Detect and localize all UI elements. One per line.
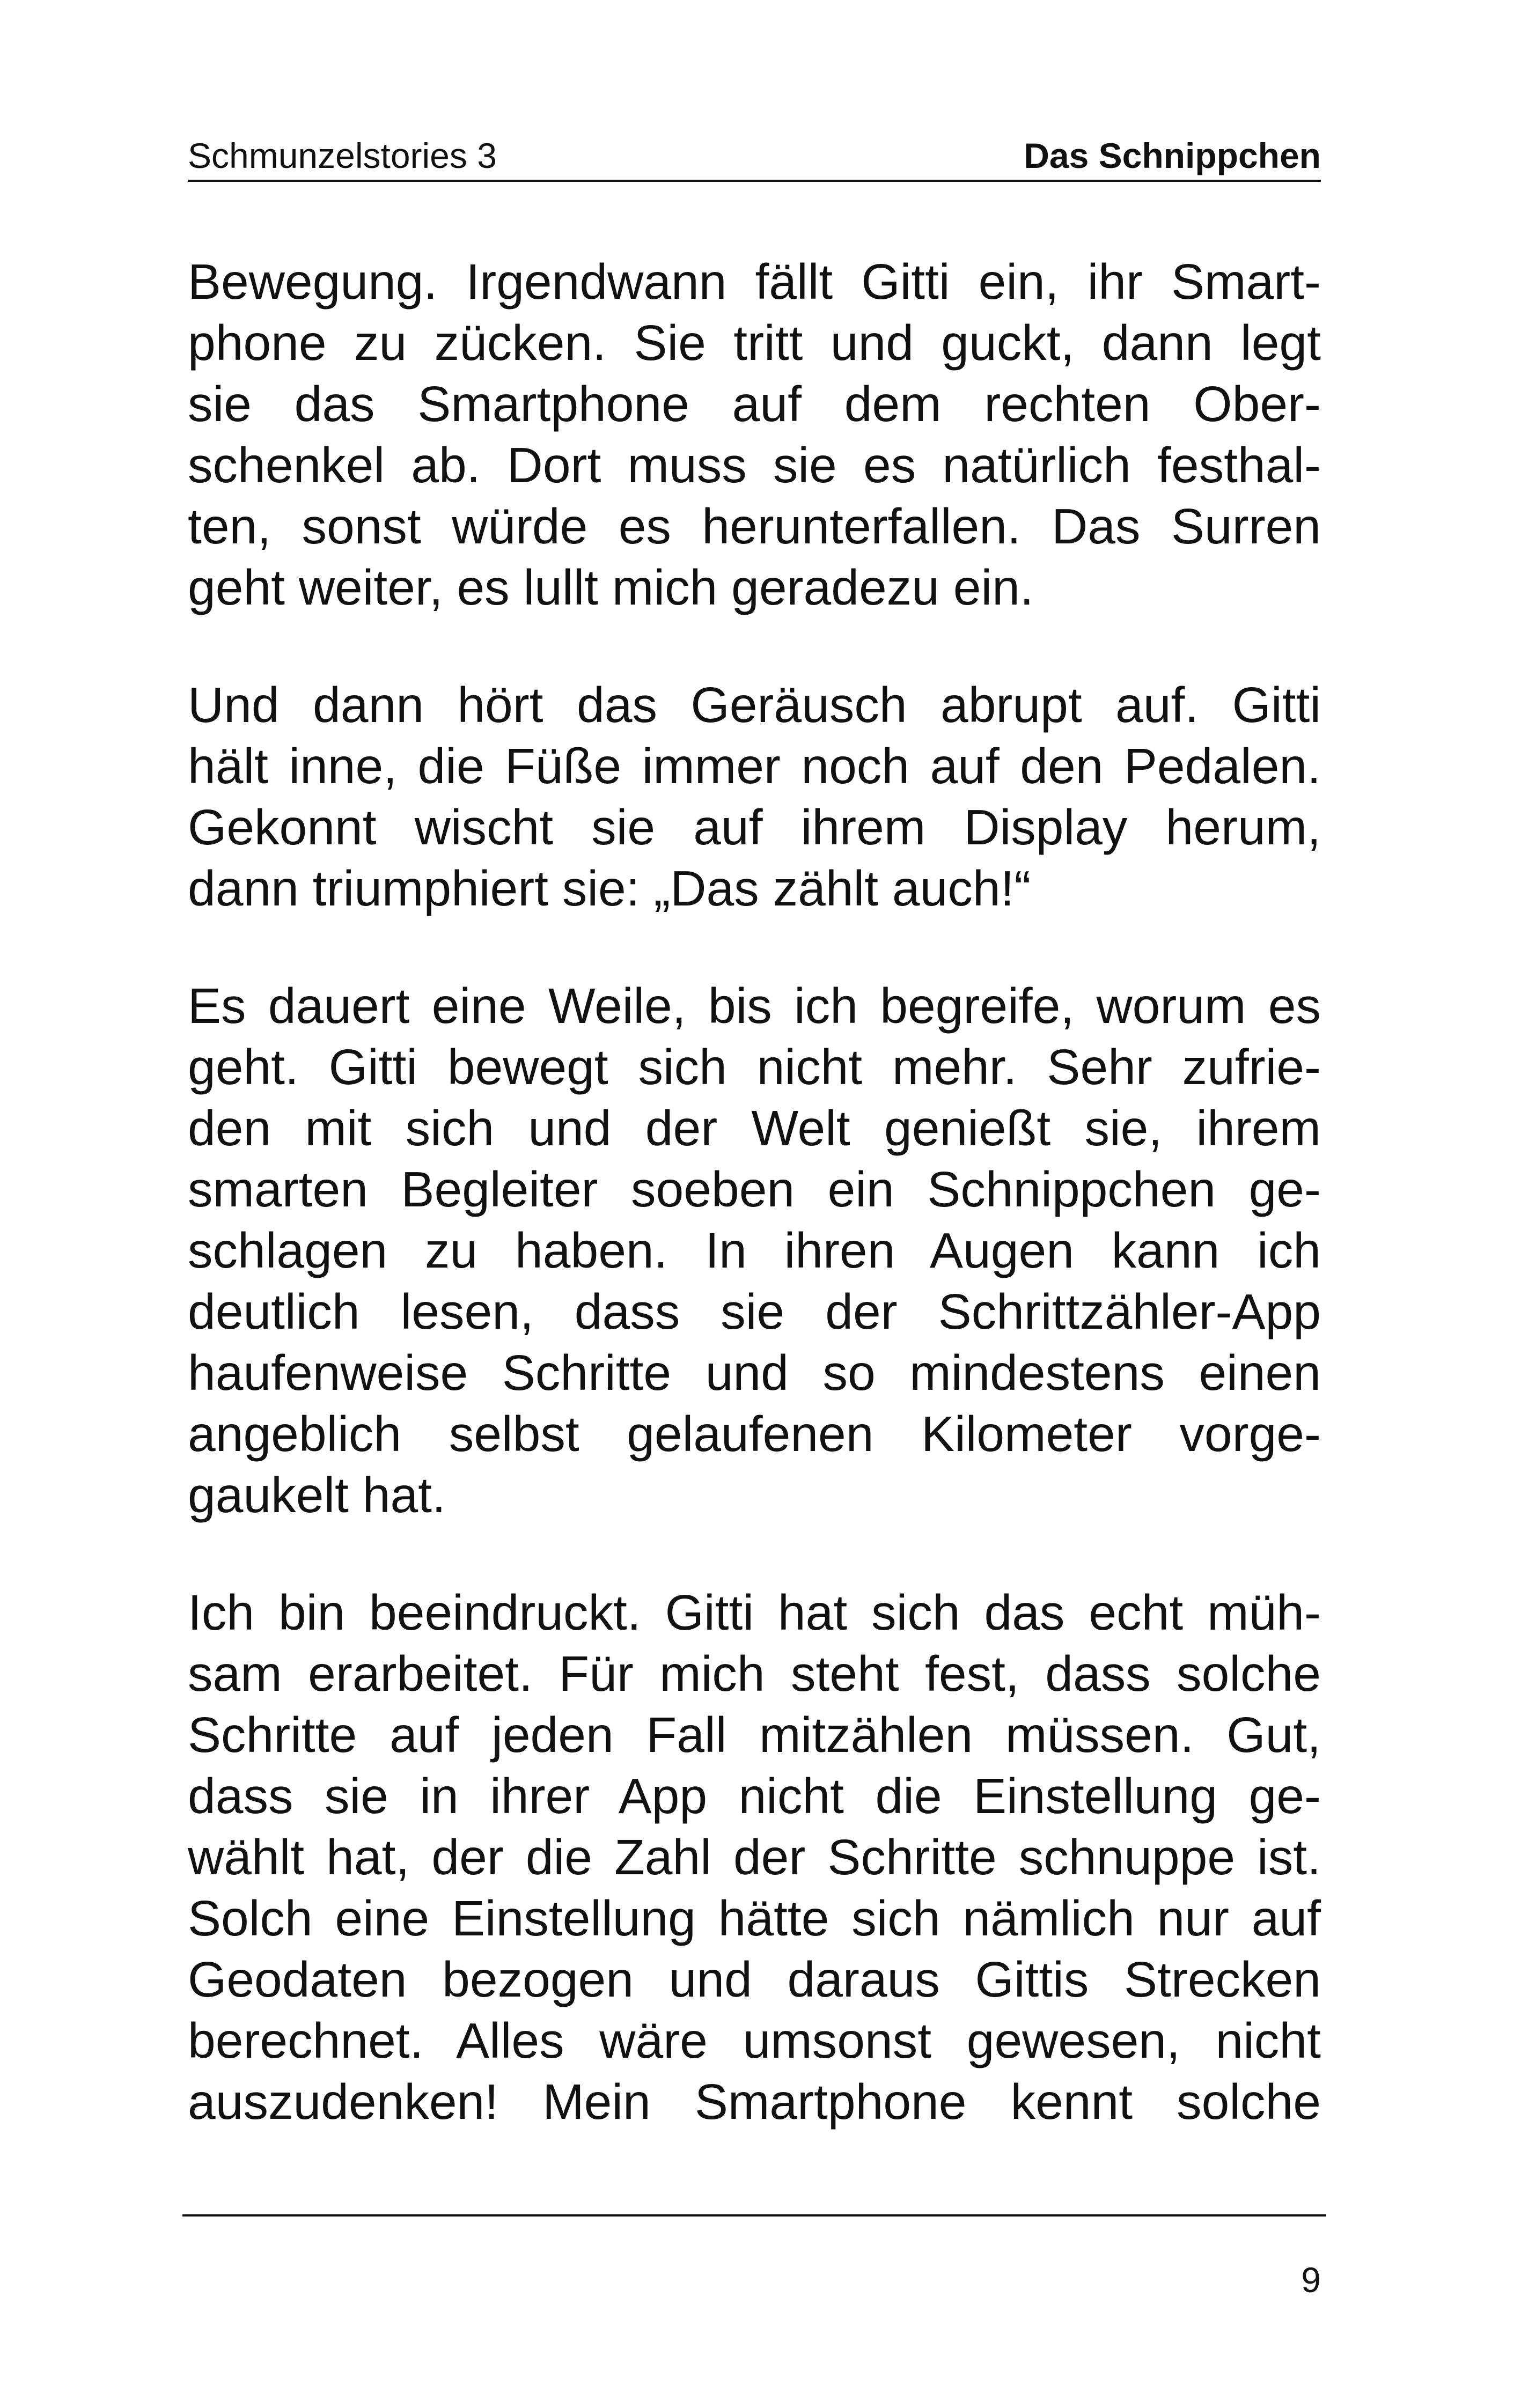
text-line: haufenweise Schritte und so mindestens einen — [188, 1345, 1321, 1401]
text-line: Ich bin beeindruckt. Gitti hat sich das echt müh- — [188, 1585, 1321, 1640]
text-line: dass sie in ihrer App nicht die Einstellung ge- — [188, 1768, 1321, 1824]
text-line: deutlich lesen, dass sie der Schrittzähler-App — [188, 1284, 1321, 1339]
text-line: den mit sich und der Welt genießt sie, ihrem — [188, 1100, 1321, 1156]
text-line: auszudenken! Mein Smartphone kennt solche — [188, 2074, 1321, 2130]
text-line: phone zu zücken. Sie tritt und guckt, dann legt — [188, 315, 1321, 371]
text-line: Geodaten bezogen und daraus Gittis Strecken — [188, 1952, 1321, 2007]
text-line: gaukelt hat. — [188, 1467, 446, 1523]
text-line: Schritte auf jeden Fall mitzählen müssen. Gut, — [188, 1707, 1321, 1763]
paragraph-1 — [188, 251, 1321, 618]
text-line: ten, sonst würde es herunterfallen. Das Surren — [188, 498, 1321, 554]
book-title: Schmunzelstories 3 — [188, 136, 497, 175]
paragraph-2 — [188, 674, 1321, 919]
text-line: schlagen zu haben. In ihren Augen kann ich — [188, 1223, 1321, 1278]
text-line: schenkel ab. Dort muss sie es natürlich festhal- — [188, 437, 1321, 493]
text-line: angeblich selbst gelaufenen Kilometer vorge- — [188, 1406, 1321, 1462]
text-line: smarten Begleiter soeben ein Schnippchen ge- — [188, 1161, 1321, 1217]
text-line: Gekonnt wischt sie auf ihrem Display herum, — [188, 799, 1321, 855]
text-line: sie das Smartphone auf dem rechten Ober- — [188, 376, 1321, 432]
text-line: Solch eine Einstellung hätte sich nämlich nur auf — [188, 1890, 1321, 1946]
text-line: Es dauert eine Weile, bis ich begreife, worum es — [188, 978, 1321, 1034]
page-number: 9 — [1301, 2260, 1321, 2300]
chapter-title: Das Schnippchen — [1024, 136, 1321, 175]
body-text — [188, 251, 1321, 2189]
text-line: wählt hat, der die Zahl der Schritte schnuppe ist. — [188, 1829, 1321, 1885]
text-line: dann triumphiert sie: „Das zählt auch!“ — [188, 860, 1031, 916]
text-line: geht weiter, es lullt mich geradezu ein. — [188, 559, 1034, 615]
text-line: berechnet. Alles wäre umsonst gewesen, nicht — [188, 2013, 1321, 2068]
text-line: geht. Gitti bewegt sich nicht mehr. Sehr zufrie- — [188, 1039, 1321, 1095]
running-header — [188, 129, 1321, 182]
text-line: Bewegung. Irgendwann fällt Gitti ein, ihr Smart- — [188, 254, 1321, 310]
text-line: sam erarbeitet. Für mich steht fest, dass solche — [188, 1646, 1321, 1702]
footer-rule — [182, 2214, 1326, 2216]
text-line: hält inne, die Füße immer noch auf den Pedalen. — [188, 738, 1321, 794]
paragraph-3 — [188, 975, 1321, 1526]
text-line: Und dann hört das Geräusch abrupt auf. Gitti — [188, 677, 1321, 733]
paragraph-4 — [188, 1582, 1321, 2132]
